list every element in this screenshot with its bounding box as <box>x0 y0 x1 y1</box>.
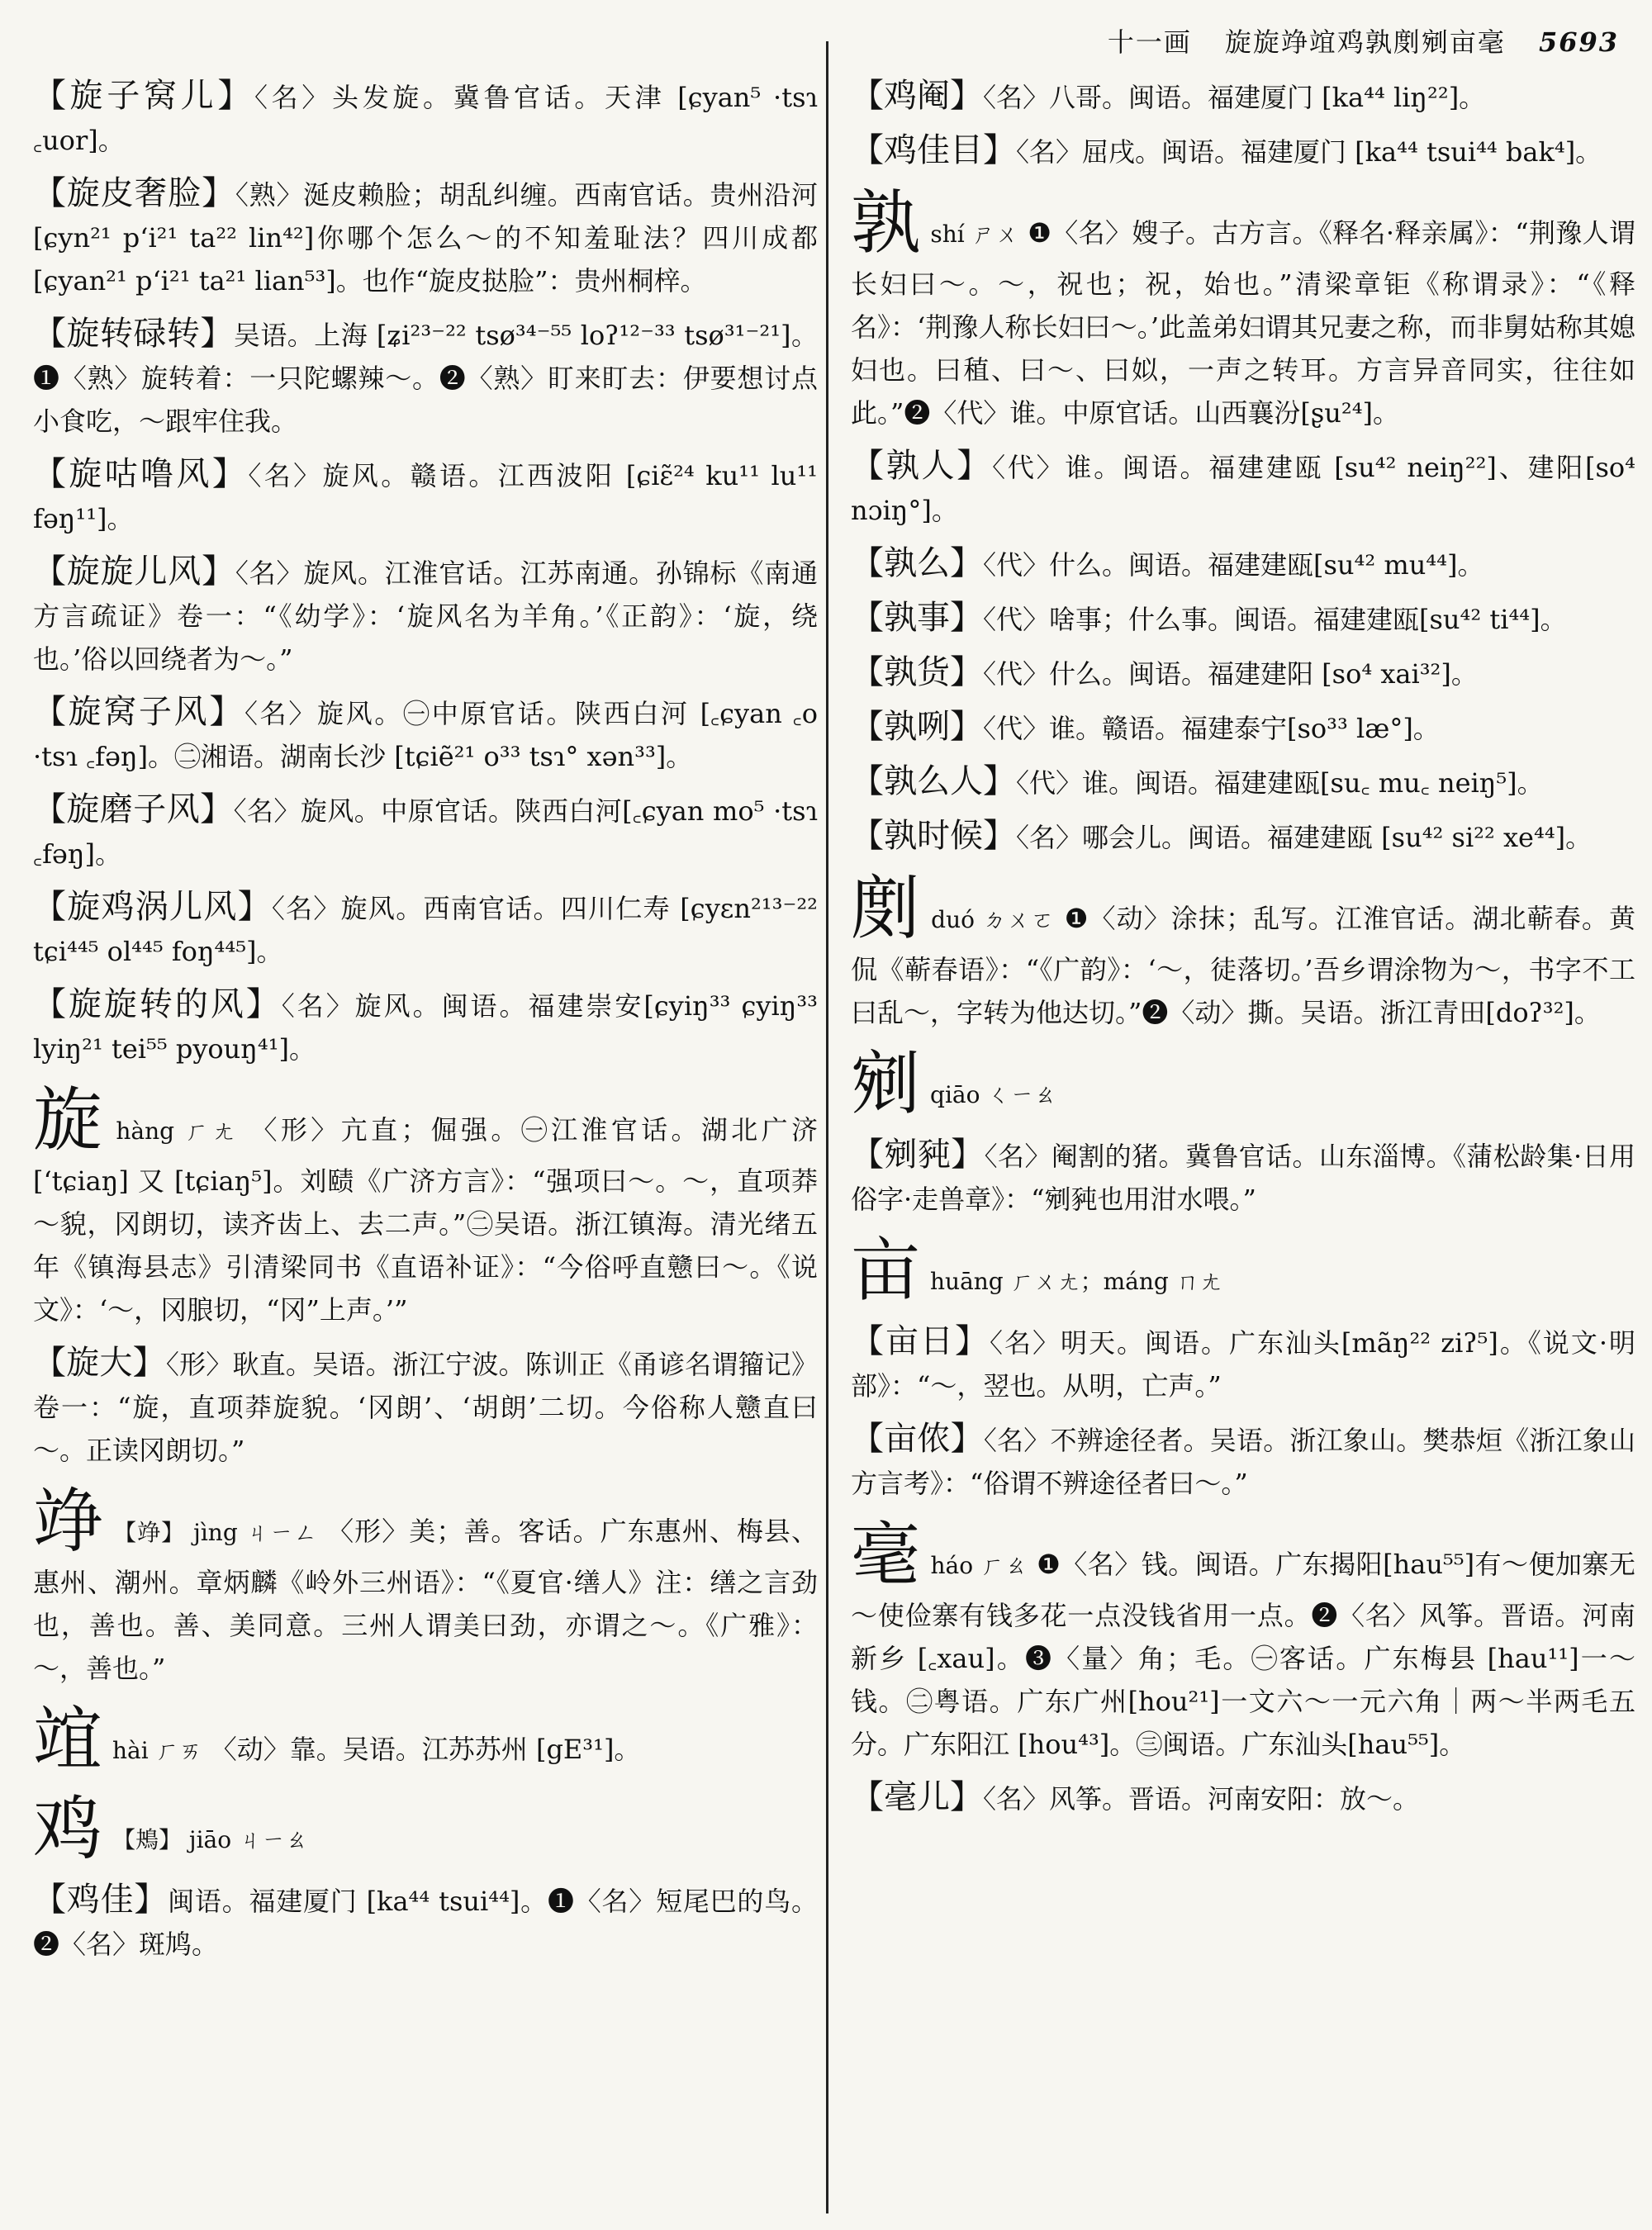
definition: 〈名〉旋风。㊀中原官话。陕西白河 [꜀ɕyan ꜀o ·tsɿ ꜀fəŋ]。㊁湘语。湖南长沙 [tɕiẽ²¹ o³³ tsɿ° xən³³]。 <box>33 698 818 772</box>
head-character: 旋 <box>33 1079 107 1160</box>
pronunciation: duó ㄉㄨㄛ <box>931 906 1056 933</box>
pronunciation: huāng ㄏㄨㄤ；máng ㄇㄤ <box>930 1268 1222 1295</box>
entry-headword: 【孰么人】 <box>851 762 1016 800</box>
head-character: 剜 <box>851 1043 921 1124</box>
dictionary-entry <box>851 1320 1635 1407</box>
pronunciation: qiāo ㄑㄧㄠ <box>930 1081 1057 1108</box>
header-chars: 旋旋竫竩鸡孰剫剜亩毫 <box>1224 26 1506 58</box>
entry-headword: 【毫儿】 <box>851 1778 983 1816</box>
definition: 〈代〉什么。闽语。福建建阳 [so⁴ xai³²]。 <box>983 658 1478 690</box>
entry-headword: 【孰时候】 <box>851 817 1016 855</box>
definition: 〈名〉旋风。西南官话。四川仁寿 [ɕyɛn²¹³⁻²² tɕi⁴⁴⁵ ol⁴⁴⁵ foŋ⁴⁴⁵]。 <box>33 893 818 967</box>
head-character-entry <box>33 1789 818 1868</box>
head-character-entry <box>33 1080 818 1331</box>
entry-headword: 【旋子窝儿】 <box>33 77 255 115</box>
definition: 〈代〉谁。闽语。福建建瓯 [su⁴² neiŋ²²]、建阳[so⁴ nɔiŋ°]。 <box>851 452 1635 526</box>
entry-headword: 【旋转碌转】 <box>33 315 234 353</box>
entry-headword: 【旋旋儿风】 <box>33 553 235 591</box>
entry-headword: 【孰事】 <box>851 599 983 637</box>
entry-headword: 【孰咧】 <box>851 708 983 746</box>
entry-headword: 【鸡阉】 <box>851 77 983 115</box>
pronunciation: hàng ㄏㄤ <box>116 1117 240 1145</box>
head-character-entry <box>33 1700 818 1779</box>
page-number: 5693 <box>1538 26 1619 58</box>
definition: 〈名〉旋风。江淮官话。江苏南通。孙锦标《南通方言疏证》卷一：“《幼学》：‘旋风名为羊角。’《正韵》：‘旋，绕也。’俗以回绕者为～。” <box>33 558 818 675</box>
definition: 〈代〉谁。赣语。福建泰宁[so³³ læ°]。 <box>983 713 1440 744</box>
definition: 〈形〉亢直；倔强。㊀江淮官话。湖北广济 [ʻtɕiaŋ] 又 [tɕiaŋ⁵]。刘赜《广济方言》：“强项曰～。～，直项莽～貌，冈朗切，读齐齿上、去二声。”㊁吴语。浙江镇海。清光绪五年《镇海县志》引清梁同书《直语补证》：“今俗呼直戆曰～。《说文》：‘～，冈朖切，“冈”上声。’” <box>33 1114 818 1326</box>
column-divider <box>826 41 828 2213</box>
definition: ❶〈动〉涂抹；乱写。江淮官话。湖北蕲春。黄侃《蕲春语》：“《广韵》：‘～，徒落切。’吾乡谓涂物为～，书字不工曰乱～，字转为他达切。”❷〈动〉撕。吴语。浙江青田[doʔ³²]。 <box>851 903 1636 1028</box>
entry-headword: 【亩侬】 <box>851 1420 984 1458</box>
dictionary-entry <box>33 453 818 540</box>
pronunciation: háo ㄏㄠ <box>930 1552 1028 1579</box>
entry-headword: 【孰货】 <box>851 653 983 691</box>
head-character: 竫 <box>33 1481 104 1562</box>
entry-headword: 【旋皮奢脸】 <box>33 174 235 212</box>
head-character-entry <box>33 1482 818 1690</box>
dictionary-entry <box>33 1341 818 1472</box>
entry-headword: 【鸡佳】 <box>33 1881 169 1919</box>
pronunciation: 【竫】 jìng ㄐㄧㄥ <box>113 1519 318 1546</box>
entry-headword: 【孰么】 <box>851 544 983 582</box>
definition: 〈形〉美；善。客话。广东惠州、梅县、惠州、潮州。章炳麟《岭外三州语》：“《夏官·缮人》注：缮之言劲也，善也。善、美同意。三州人谓美曰劲，亦谓之～。《广雅》：～，善也。” <box>33 1516 818 1684</box>
definition: 〈名〉八哥。闽语。福建厦门 [ka⁴⁴ liŋ²²]。 <box>983 82 1486 113</box>
entry-headword: 【旋磨子风】 <box>33 790 234 828</box>
definition: 〈名〉风筝。晋语。河南安阳：放～。 <box>983 1783 1420 1815</box>
definition: 〈熟〉涎皮赖脸；胡乱纠缠。西南官话。贵州沿河[ɕyn²¹ pʻi²¹ ta²² lin⁴²]你哪个怎么～的不知羞耻法？四川成都 [ɕyan²¹ pʻi²¹ ta²¹ lian⁵³]。也作“旋皮挞脸”：贵州桐梓。 <box>33 179 818 297</box>
dictionary-entry <box>33 690 818 778</box>
dictionary-entry <box>33 550 818 681</box>
dictionary-entry <box>851 1776 1635 1820</box>
dictionary-entry <box>33 1878 818 1966</box>
left-column <box>33 74 818 1976</box>
dictionary-entry <box>33 312 818 443</box>
definition: 〈动〉靠。吴语。江苏苏州 [gE³¹]。 <box>210 1734 641 1765</box>
definition: ❶〈名〉钱。闽语。广东揭阳[hau⁵⁵]有～便加寨无～使俭寨有钱多花一点没钱省用一点。❷〈名〉风筝。晋语。河南新乡 [꜀xau]。❸〈量〉角；毛。㊀客话。广东梅县 [hau¹¹]一～钱。㊁粤语。广东广州[hou²¹]一文六～一元六角｜两～半两毛五分。广东阳江 [hou⁴³]。㊂闽语。广东汕头[hau⁵⁵]。 <box>851 1549 1635 1760</box>
definition: 〈名〉哪会儿。闽语。福建建瓯 [su⁴² si²² xe⁴⁴]。 <box>1016 822 1593 853</box>
dictionary-entry <box>851 444 1635 532</box>
entry-headword: 【孰人】 <box>851 447 993 485</box>
pronunciation: hài ㄏㄞ <box>112 1737 202 1764</box>
dictionary-entry <box>851 760 1635 804</box>
head-character-entry <box>851 183 1635 434</box>
dictionary-entry <box>33 74 818 162</box>
dictionary-entry <box>851 1417 1635 1505</box>
dictionary-entry <box>33 983 818 1070</box>
definition: 〈形〉耿直。吴语。浙江宁波。陈训正《甬谚名谓籀记》卷一：“旋，直项莽旋貌。‘冈朗’、‘胡朗’二切。今俗称人戆直曰～。正读冈朗切。” <box>33 1349 818 1466</box>
head-character: 剫 <box>851 868 922 949</box>
definition: 〈名〉旋风。闽语。福建崇安[ɕyiŋ³³ ɕyiŋ³³ lyiŋ²¹ tei⁵⁵ pyouŋ⁴¹]。 <box>33 990 818 1065</box>
definition: 〈名〉不辨途径者。吴语。浙江象山。樊恭烜《浙江象山方言考》：“俗谓不辨途径者曰～。” <box>851 1425 1635 1499</box>
dictionary-entry <box>851 596 1635 641</box>
entry-headword: 【旋咕噜风】 <box>33 455 249 493</box>
entry-headword: 【旋旋转的风】 <box>33 985 282 1023</box>
head-character-entry <box>851 1044 1635 1123</box>
dictionary-entry <box>33 788 818 875</box>
dictionary-entry <box>851 74 1635 119</box>
entry-headword: 【旋鸡涡儿风】 <box>33 888 272 926</box>
head-character: 亩 <box>851 1230 921 1311</box>
head-character-entry <box>851 1231 1635 1310</box>
definition: 〈代〉什么。闽语。福建建瓯[su⁴² mu⁴⁴]。 <box>983 549 1484 581</box>
head-character-entry <box>851 1515 1635 1766</box>
dictionary-entry <box>851 542 1635 586</box>
page-header <box>983 21 1619 63</box>
head-character: 毫 <box>851 1514 921 1595</box>
head-character: 孰 <box>851 183 921 263</box>
header-section: 十一画 <box>1107 26 1192 58</box>
dictionary-entry <box>851 651 1635 695</box>
dictionary-entry <box>33 885 818 973</box>
definition: 〈代〉啥事；什么事。闽语。福建建瓯[su⁴² ti⁴⁴]。 <box>983 604 1567 635</box>
definition: 〈名〉头发旋。冀鲁官话。天津 [ɕyan⁵ ·tsɿ ꜀uor]。 <box>33 82 818 156</box>
pronunciation: shí ㄕㄨ <box>930 221 1019 248</box>
head-character: 鸡 <box>33 1788 103 1869</box>
right-column <box>851 74 1635 1830</box>
head-character: 竩 <box>33 1699 103 1780</box>
dictionary-entry <box>851 129 1635 173</box>
head-character-entry <box>851 869 1635 1034</box>
definition: 〈名〉旋风。中原官话。陕西白河[꜀ɕyan mo⁵ ·tsɿ ꜀fəŋ]。 <box>33 795 819 870</box>
entry-headword: 【剜豘】 <box>851 1136 985 1174</box>
entry-headword: 【鸡佳目】 <box>851 131 1016 169</box>
definition: 〈代〉谁。闽语。福建建瓯[su꜀ mu꜀ neiŋ⁵]。 <box>1016 767 1544 799</box>
definition: 〈名〉明天。闽语。广东汕头[mãŋ²² ziʔ⁵]。《说文·明部》：“～，翌也。从明，亡声。” <box>851 1327 1635 1402</box>
definition: 吴语。上海 [ʑi²³⁻²² tsø³⁴⁻⁵⁵ loʔ¹²⁻³³ tsø³¹⁻²¹]。❶〈熟〉旋转着：一只陀螺辣～。❷〈熟〉盯来盯去：伊要想讨点小食吃，～跟牢住我。 <box>33 320 818 437</box>
definition: 〈名〉旋风。赣语。江西波阳 [ɕiɛ̃²⁴ ku¹¹ lu¹¹ fəŋ¹¹]。 <box>33 460 818 534</box>
dictionary-entry <box>851 1133 1635 1221</box>
dictionary-entry <box>851 705 1635 750</box>
definition: 〈名〉阉割的猪。冀鲁官话。山东淄博。《蒲松龄集·日用俗字·走兽章》：“剜豘也用泔水喂。” <box>851 1141 1635 1215</box>
definition: 〈名〉屈戌。闽语。福建厦门 [ka⁴⁴ tsui⁴⁴ bak⁴]。 <box>1016 136 1602 168</box>
dictionary-entry <box>851 814 1635 859</box>
definition: 闽语。福建厦门 [ka⁴⁴ tsui⁴⁴]。❶〈名〉短尾巴的鸟。❷〈名〉斑鸠。 <box>33 1886 818 1960</box>
definition: ❶〈名〉嫂子。古方言。《释名·释亲属》：“荆豫人谓长妇曰～。～，祝也；祝，始也。”清梁章钜《称谓录》：“《释名》：‘荆豫人称长妇曰～。’此盖弟妇谓其兄妻之称，而非舅姑称其媳妇也。曰稙、曰～、曰姒，一声之转耳。方言异音同实，往往如此。”❷〈代〉谁。中原官话。山西襄汾[ʂu²⁴]。 <box>851 217 1635 429</box>
pronunciation: 【鴂】 jiāo ㄐㄧㄠ <box>112 1826 309 1853</box>
entry-headword: 【旋窝子风】 <box>33 693 245 731</box>
entry-headword: 【亩日】 <box>851 1322 990 1360</box>
entry-headword: 【旋大】 <box>33 1344 166 1382</box>
dictionary-entry <box>33 172 818 302</box>
